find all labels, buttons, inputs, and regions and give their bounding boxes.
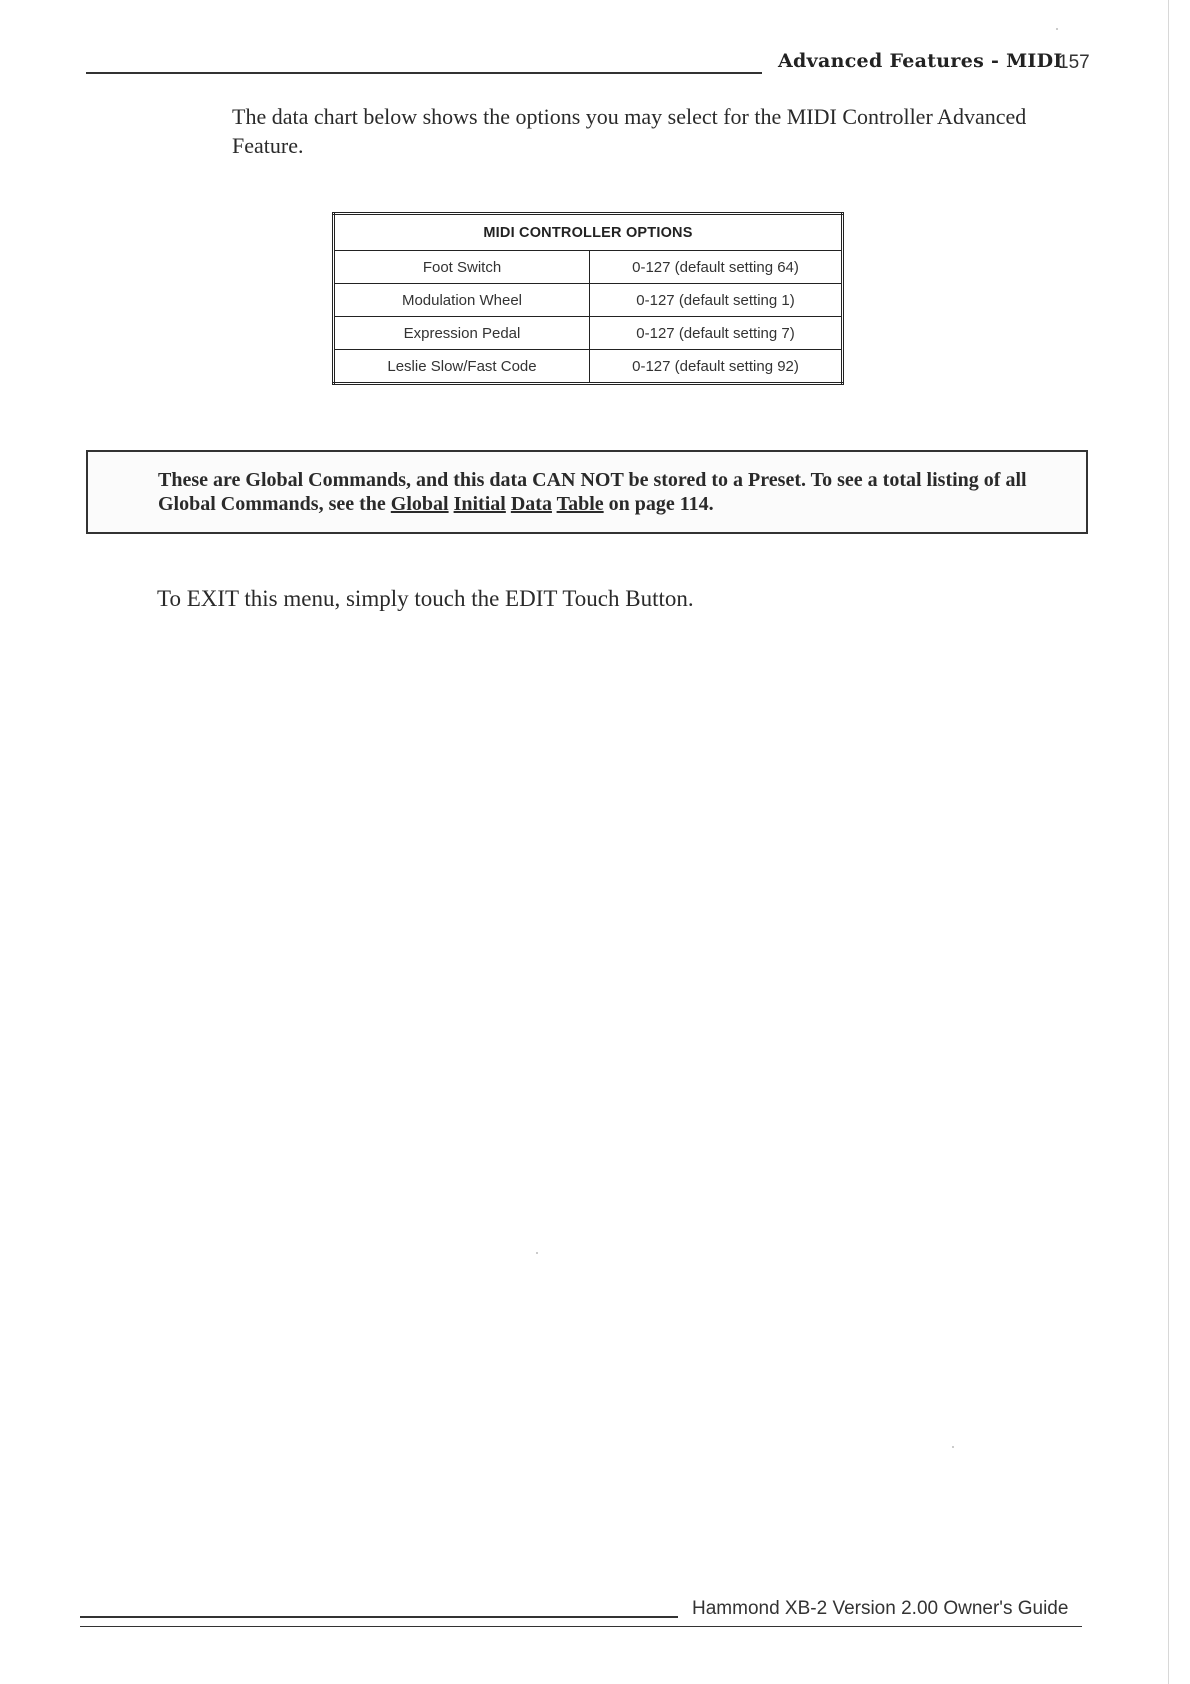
controller-value: 0-127 (default setting 7) xyxy=(590,317,843,350)
footer-rule-long xyxy=(80,1626,1082,1627)
link-word-initial: Initial xyxy=(453,493,506,515)
controller-value: 0-127 (default setting 64) xyxy=(590,251,843,284)
page-number: 157 xyxy=(1058,52,1090,73)
controller-name: Foot Switch xyxy=(334,251,590,284)
footer-rule-short xyxy=(80,1616,678,1618)
scan-speck xyxy=(536,1252,538,1254)
midi-controller-options-table xyxy=(332,212,844,385)
controller-value: 0-127 (default setting 92) xyxy=(590,350,843,384)
controller-name: Modulation Wheel xyxy=(334,284,590,317)
section-title: Advanced Features - MIDI xyxy=(778,50,1063,72)
footer-guide-title: Hammond XB-2 Version 2.00 Owner's Guide xyxy=(692,1598,1069,1619)
controller-value: 0-127 (default setting 1) xyxy=(590,284,843,317)
controller-name: Leslie Slow/Fast Code xyxy=(334,350,590,384)
table-header-row xyxy=(334,214,843,251)
link-word-global: Global xyxy=(390,493,449,515)
link-word-data: Data xyxy=(510,493,552,515)
intro-paragraph: The data chart below shows the options you may select for the MIDI Controller Advanced Feature. xyxy=(232,104,1027,158)
note-text-part2: on page 114. xyxy=(603,493,714,515)
header-rule xyxy=(86,72,762,74)
table-row xyxy=(334,251,843,284)
page-edge xyxy=(1168,0,1169,1684)
note-text-part1: These are Global Commands, and this data CAN NOT be stored to a Preset. To see a total listing of all Global Commands, see the xyxy=(158,469,1027,515)
table-row xyxy=(334,317,843,350)
exit-instruction: To EXIT this menu, simply touch the EDIT Touch Button. xyxy=(157,586,694,611)
global-commands-note xyxy=(86,450,1088,534)
table-row xyxy=(334,350,843,384)
scan-speck xyxy=(952,1446,954,1448)
table-row xyxy=(334,284,843,317)
note-text xyxy=(158,468,1058,516)
link-word-table: Table xyxy=(556,493,604,515)
controller-name: Expression Pedal xyxy=(334,317,590,350)
table-title: MIDI CONTROLLER OPTIONS xyxy=(334,214,843,251)
scan-speck xyxy=(1056,28,1058,30)
